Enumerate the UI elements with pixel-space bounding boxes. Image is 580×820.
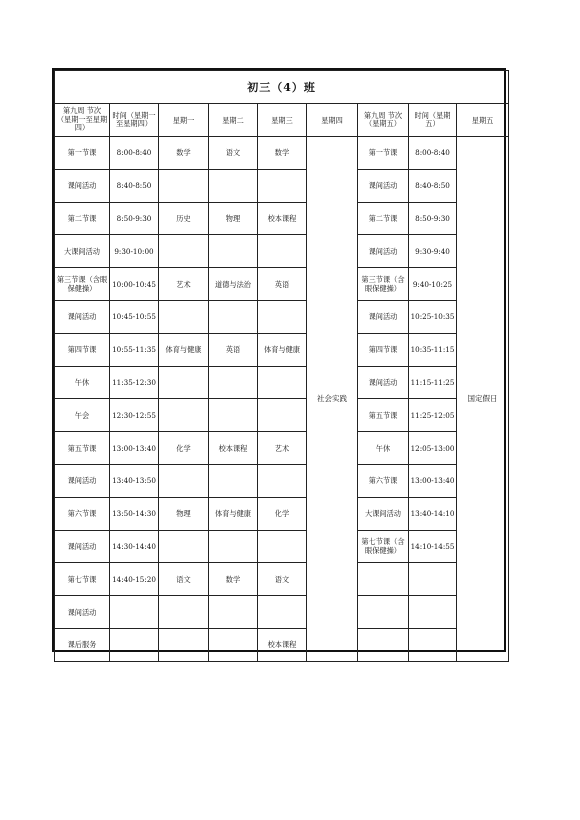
tuesday-cell	[209, 628, 258, 661]
table-row	[55, 202, 509, 235]
table-row	[55, 235, 509, 268]
period-cell: 第四节课	[55, 333, 110, 366]
time-cell: 13:50-14:30	[110, 497, 159, 530]
friday-period-cell: 午休	[358, 432, 409, 465]
friday-period-cell: 第四节课	[358, 333, 409, 366]
tuesday-cell: 语文	[209, 137, 258, 170]
period-cell: 第五节课	[55, 432, 110, 465]
wednesday-cell: 校本课程	[258, 202, 307, 235]
wednesday-cell: 体育与健康	[258, 333, 307, 366]
table-row	[55, 137, 509, 170]
tuesday-cell	[209, 300, 258, 333]
table-row	[55, 432, 509, 465]
tuesday-cell: 体育与健康	[209, 497, 258, 530]
header-time-mon-thu: 时间（星期一至星期四）	[110, 104, 159, 137]
monday-cell: 体育与健康	[159, 333, 209, 366]
timetable-sheet	[52, 68, 506, 652]
period-cell: 第二节课	[55, 202, 110, 235]
friday-time-cell: 13:40-14:10	[409, 497, 457, 530]
wednesday-cell	[258, 399, 307, 432]
monday-cell	[159, 596, 209, 629]
tuesday-cell	[209, 169, 258, 202]
header-time-friday: 时间（星期五）	[409, 104, 457, 137]
table-row	[55, 366, 509, 399]
monday-cell	[159, 169, 209, 202]
tuesday-cell: 校本课程	[209, 432, 258, 465]
tuesday-cell	[209, 530, 258, 563]
tuesday-cell	[209, 366, 258, 399]
period-cell: 课间活动	[55, 530, 110, 563]
monday-cell: 化学	[159, 432, 209, 465]
monday-cell	[159, 366, 209, 399]
table-row	[55, 628, 509, 661]
table-row	[55, 596, 509, 629]
time-cell: 12:30-12:55	[110, 399, 159, 432]
monday-cell	[159, 300, 209, 333]
period-cell: 午会	[55, 399, 110, 432]
wednesday-cell: 化学	[258, 497, 307, 530]
wednesday-cell	[258, 596, 307, 629]
wednesday-cell: 校本课程	[258, 628, 307, 661]
period-cell: 午休	[55, 366, 110, 399]
friday-time-cell	[409, 628, 457, 661]
friday-time-cell: 14:10-14:55	[409, 530, 457, 563]
friday-period-cell: 第三节课（含眼保健操）	[358, 268, 409, 301]
friday-period-cell	[358, 563, 409, 596]
friday-period-cell: 大课间活动	[358, 497, 409, 530]
friday-time-cell	[409, 563, 457, 596]
friday-period-cell: 课间活动	[358, 169, 409, 202]
time-cell	[110, 596, 159, 629]
friday-time-cell: 11:15-11:25	[409, 366, 457, 399]
monday-cell	[159, 530, 209, 563]
friday-time-cell	[409, 596, 457, 629]
time-cell: 10:45-10:55	[110, 300, 159, 333]
header-thursday: 星期四	[307, 104, 358, 137]
wednesday-cell: 英语	[258, 268, 307, 301]
friday-time-cell: 8:40-8:50	[409, 169, 457, 202]
tuesday-cell: 数学	[209, 563, 258, 596]
friday-time-cell: 10:25-10:35	[409, 300, 457, 333]
table-row	[55, 169, 509, 202]
table-row	[55, 530, 509, 563]
header-period-friday: 第九周 节次（星期五）	[358, 104, 409, 137]
friday-period-cell: 第七节课（含眼保健操）	[358, 530, 409, 563]
tuesday-cell: 英语	[209, 333, 258, 366]
friday-time-cell: 12:05-13:00	[409, 432, 457, 465]
table-row	[55, 563, 509, 596]
period-cell: 第六节课	[55, 497, 110, 530]
wednesday-cell	[258, 300, 307, 333]
monday-cell: 语文	[159, 563, 209, 596]
tuesday-cell	[209, 235, 258, 268]
friday-time-cell: 9:40-10:25	[409, 268, 457, 301]
time-cell: 10:00-10:45	[110, 268, 159, 301]
table-row	[55, 497, 509, 530]
time-cell: 8:40-8:50	[110, 169, 159, 202]
period-cell: 课间活动	[55, 300, 110, 333]
friday-time-cell: 8:50-9:30	[409, 202, 457, 235]
friday-period-cell: 课间活动	[358, 366, 409, 399]
header-wednesday: 星期三	[258, 104, 307, 137]
header-row	[55, 104, 509, 137]
header-monday: 星期一	[159, 104, 209, 137]
header-period-mon-thu: 第九周 节次（星期一至星期四）	[55, 104, 110, 137]
table-row	[55, 464, 509, 497]
period-cell: 大课间活动	[55, 235, 110, 268]
tuesday-cell	[209, 596, 258, 629]
friday-period-cell: 课间活动	[358, 235, 409, 268]
timetable	[54, 70, 509, 662]
time-cell: 13:00-13:40	[110, 432, 159, 465]
period-cell: 课间活动	[55, 464, 110, 497]
friday-period-cell: 第五节课	[358, 399, 409, 432]
time-cell: 14:40-15:20	[110, 563, 159, 596]
friday-time-cell: 13:00-13:40	[409, 464, 457, 497]
table-row	[55, 399, 509, 432]
period-cell: 第一节课	[55, 137, 110, 170]
tuesday-cell: 道德与法治	[209, 268, 258, 301]
monday-cell	[159, 464, 209, 497]
thursday-cell: 社会实践	[307, 137, 358, 662]
friday-period-cell	[358, 628, 409, 661]
time-cell: 11:35-12:30	[110, 366, 159, 399]
wednesday-cell	[258, 235, 307, 268]
period-cell: 第七节课	[55, 563, 110, 596]
wednesday-cell	[258, 464, 307, 497]
friday-period-cell: 课间活动	[358, 300, 409, 333]
tuesday-cell: 物理	[209, 202, 258, 235]
time-cell: 9:30-10:00	[110, 235, 159, 268]
time-cell: 8:50-9:30	[110, 202, 159, 235]
class-title: 初三（4）班	[55, 71, 509, 104]
table-row	[55, 300, 509, 333]
wednesday-cell: 数学	[258, 137, 307, 170]
wednesday-cell: 语文	[258, 563, 307, 596]
friday-time-cell: 10:35-11:15	[409, 333, 457, 366]
friday-cell: 国定假日	[457, 137, 509, 662]
friday-time-cell: 9:30-9:40	[409, 235, 457, 268]
period-cell: 第三节课（含眼保健操）	[55, 268, 110, 301]
time-cell: 13:40-13:50	[110, 464, 159, 497]
time-cell: 14:30-14:40	[110, 530, 159, 563]
time-cell: 8:00-8:40	[110, 137, 159, 170]
wednesday-cell: 艺术	[258, 432, 307, 465]
monday-cell: 历史	[159, 202, 209, 235]
time-cell	[110, 628, 159, 661]
header-friday: 星期五	[457, 104, 509, 137]
tuesday-cell	[209, 464, 258, 497]
monday-cell: 物理	[159, 497, 209, 530]
monday-cell: 艺术	[159, 268, 209, 301]
tuesday-cell	[209, 399, 258, 432]
monday-cell: 数学	[159, 137, 209, 170]
friday-period-cell: 第六节课	[358, 464, 409, 497]
friday-period-cell: 第一节课	[358, 137, 409, 170]
wednesday-cell	[258, 530, 307, 563]
wednesday-cell	[258, 169, 307, 202]
friday-time-cell: 8:00-8:40	[409, 137, 457, 170]
friday-time-cell: 11:25-12:05	[409, 399, 457, 432]
period-cell: 课间活动	[55, 169, 110, 202]
table-row	[55, 333, 509, 366]
time-cell: 10:55-11:35	[110, 333, 159, 366]
monday-cell	[159, 235, 209, 268]
monday-cell	[159, 399, 209, 432]
friday-period-cell	[358, 596, 409, 629]
header-tuesday: 星期二	[209, 104, 258, 137]
period-cell: 课间活动	[55, 596, 110, 629]
wednesday-cell	[258, 366, 307, 399]
monday-cell	[159, 628, 209, 661]
period-cell: 课后服务	[55, 628, 110, 661]
table-row	[55, 268, 509, 301]
friday-period-cell: 第二节课	[358, 202, 409, 235]
